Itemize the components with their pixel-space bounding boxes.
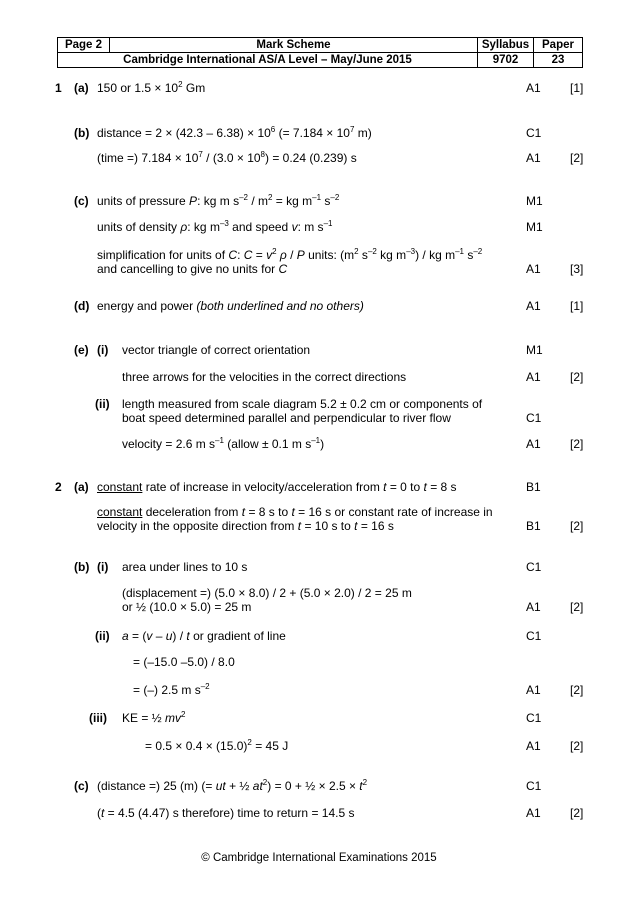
answer-line: (distance =) 25 (m) (= ut + ½ $at^2) = 0$ + ½ × $2.5 \times t^2$ [97,778,368,793]
answer-line: area under lines to 10 s [122,560,248,574]
answer-line: KE = ½ $mv^2$ [122,710,186,725]
mark-code: C1 [526,126,542,140]
mark-code: A1 [526,806,541,820]
answer-line: three arrows for the velocities in the correct directions [122,370,407,384]
part-label: (d) [74,299,90,313]
mark-code: M1 [526,343,543,357]
header-page: Page 2 [58,38,110,53]
subpart-label: (iii) [89,711,107,725]
mark-total: [2] [570,370,584,384]
part-label: (b) [74,560,90,574]
mark-code: M1 [526,194,543,208]
mark-total: [2] [570,600,584,614]
answer-line: constant deceleration from t = 8 s to t = 16 s or constant rate of increase in [97,505,493,519]
mark-total: [1] [570,299,584,313]
mark-total: [2] [570,683,584,697]
part-label: (c) [74,194,89,208]
part-label: (b) [74,126,90,140]
header-table [57,37,583,68]
mark-code: C1 [526,711,542,725]
mark-total: [2] [570,151,584,165]
question-number-1: 1 [55,81,62,95]
answer-line: velocity = 2.6 m $s^{-1}$ (allow ± 0.1 m $s^{-1}$) [122,436,325,451]
mark-total: [2] [570,739,584,753]
mark-code: M1 [526,220,543,234]
mark-code: B1 [526,480,541,494]
subpart-label: (i) [97,343,109,357]
answer-line: (displacement =) (5.0 × 8.0) / 2 + (5.0 × 2.0) / 2 = 25 m [122,586,412,600]
mark-code: A1 [526,370,541,384]
answer-line: and cancelling to give no units for C [97,262,288,276]
answer-line: = $0.5 \times 0.4 \times (15.0)^2 = 45$ J [145,738,289,753]
subpart-label: (i) [97,560,109,574]
mark-total: [2] [570,519,584,533]
answer-line: = (–15.0 –5.0) / 8.0 [133,655,235,669]
mark-code: C1 [526,629,542,643]
answer-line: constant rate of increase in velocity/acceleration from t = 0 to t = 8 s [97,480,457,494]
answer-line: length measured from scale diagram 5.2 ± 0.2 cm or components of [122,397,483,411]
header-paper-number: 23 [534,53,583,68]
question-number-2: 2 [55,480,62,494]
mark-code: C1 [526,560,542,574]
answer-line: simplification for units of C: $C = v^2$ ρ / P units: ($m^2$ $s^{-2}$ kg $m^{-3}$) / kg $m^{-1}$ $s^{-2}$ [97,247,483,262]
mark-code: A1 [526,739,541,753]
answer-line: (time =) $7.184 \times 10^7 / (3.0 \times 10^8) = 0.24$ (0.239) s [97,150,357,165]
page-footer: © Cambridge International Examinations 2015 [201,852,437,864]
header-doc-title: Mark Scheme [110,38,478,53]
answer-line: velocity in the opposite direction from t = 10 s to t = 16 s [97,519,394,533]
subpart-label: (ii) [95,397,110,411]
answer-line: energy and power (both underlined and no others) [97,299,364,313]
part-label: (a) [74,480,89,494]
mark-code: C1 [526,411,542,425]
mark-code: A1 [526,151,541,165]
mark-code: C1 [526,779,542,793]
answer-line: = (–) 2.5 m $s^{-2}$ [133,682,210,697]
mark-total: [1] [570,81,584,95]
part-label: (a) [74,81,89,95]
mark-code: B1 [526,519,541,533]
header-paper-label: Paper [534,38,583,53]
answer-line: units of density ρ: kg $m^{-3}$ and speed v: m $s^{-1}$ [97,219,333,234]
mark-code: A1 [526,299,541,313]
part-label: (e) [74,343,89,357]
answer-line: or ½ (10.0 × 5.0) = 25 m [122,600,252,614]
subpart-label: (ii) [95,629,110,643]
mark-total: [3] [570,262,584,276]
answer-line: boat speed determined parallel and perpendicular to river flow [122,411,451,425]
mark-code: A1 [526,600,541,614]
answer-line: distance = $2 \times (42.3 - 6.38) \times 10^6$ (= $7.184 \times 10^7$ m) [97,125,372,140]
mark-code: A1 [526,437,541,451]
mark-total: [2] [570,806,584,820]
answer-line: units of pressure P: kg m $s^{-2} / m^2$ = kg $m^{-1}$ $s^{-2}$ [97,193,340,208]
mark-total: [2] [570,437,584,451]
header-syllabus-label: Syllabus [478,38,534,53]
mark-code: A1 [526,262,541,276]
answer-line: vector triangle of correct orientation [122,343,311,357]
header-exam: Cambridge International AS/A Level – May/June 2015 [58,53,478,68]
header-syllabus-code: 9702 [478,53,534,68]
answer-line: (t = 4.5 (4.47) s therefore) time to return = 14.5 s [97,806,355,820]
mark-code: A1 [526,683,541,697]
answer-line: a = (v – u) / t or gradient of line [122,629,286,643]
part-label: (c) [74,779,89,793]
mark-code: A1 [526,81,541,95]
answer-line: 150 or $1.5 \times 10^2$ Gm [97,80,206,95]
